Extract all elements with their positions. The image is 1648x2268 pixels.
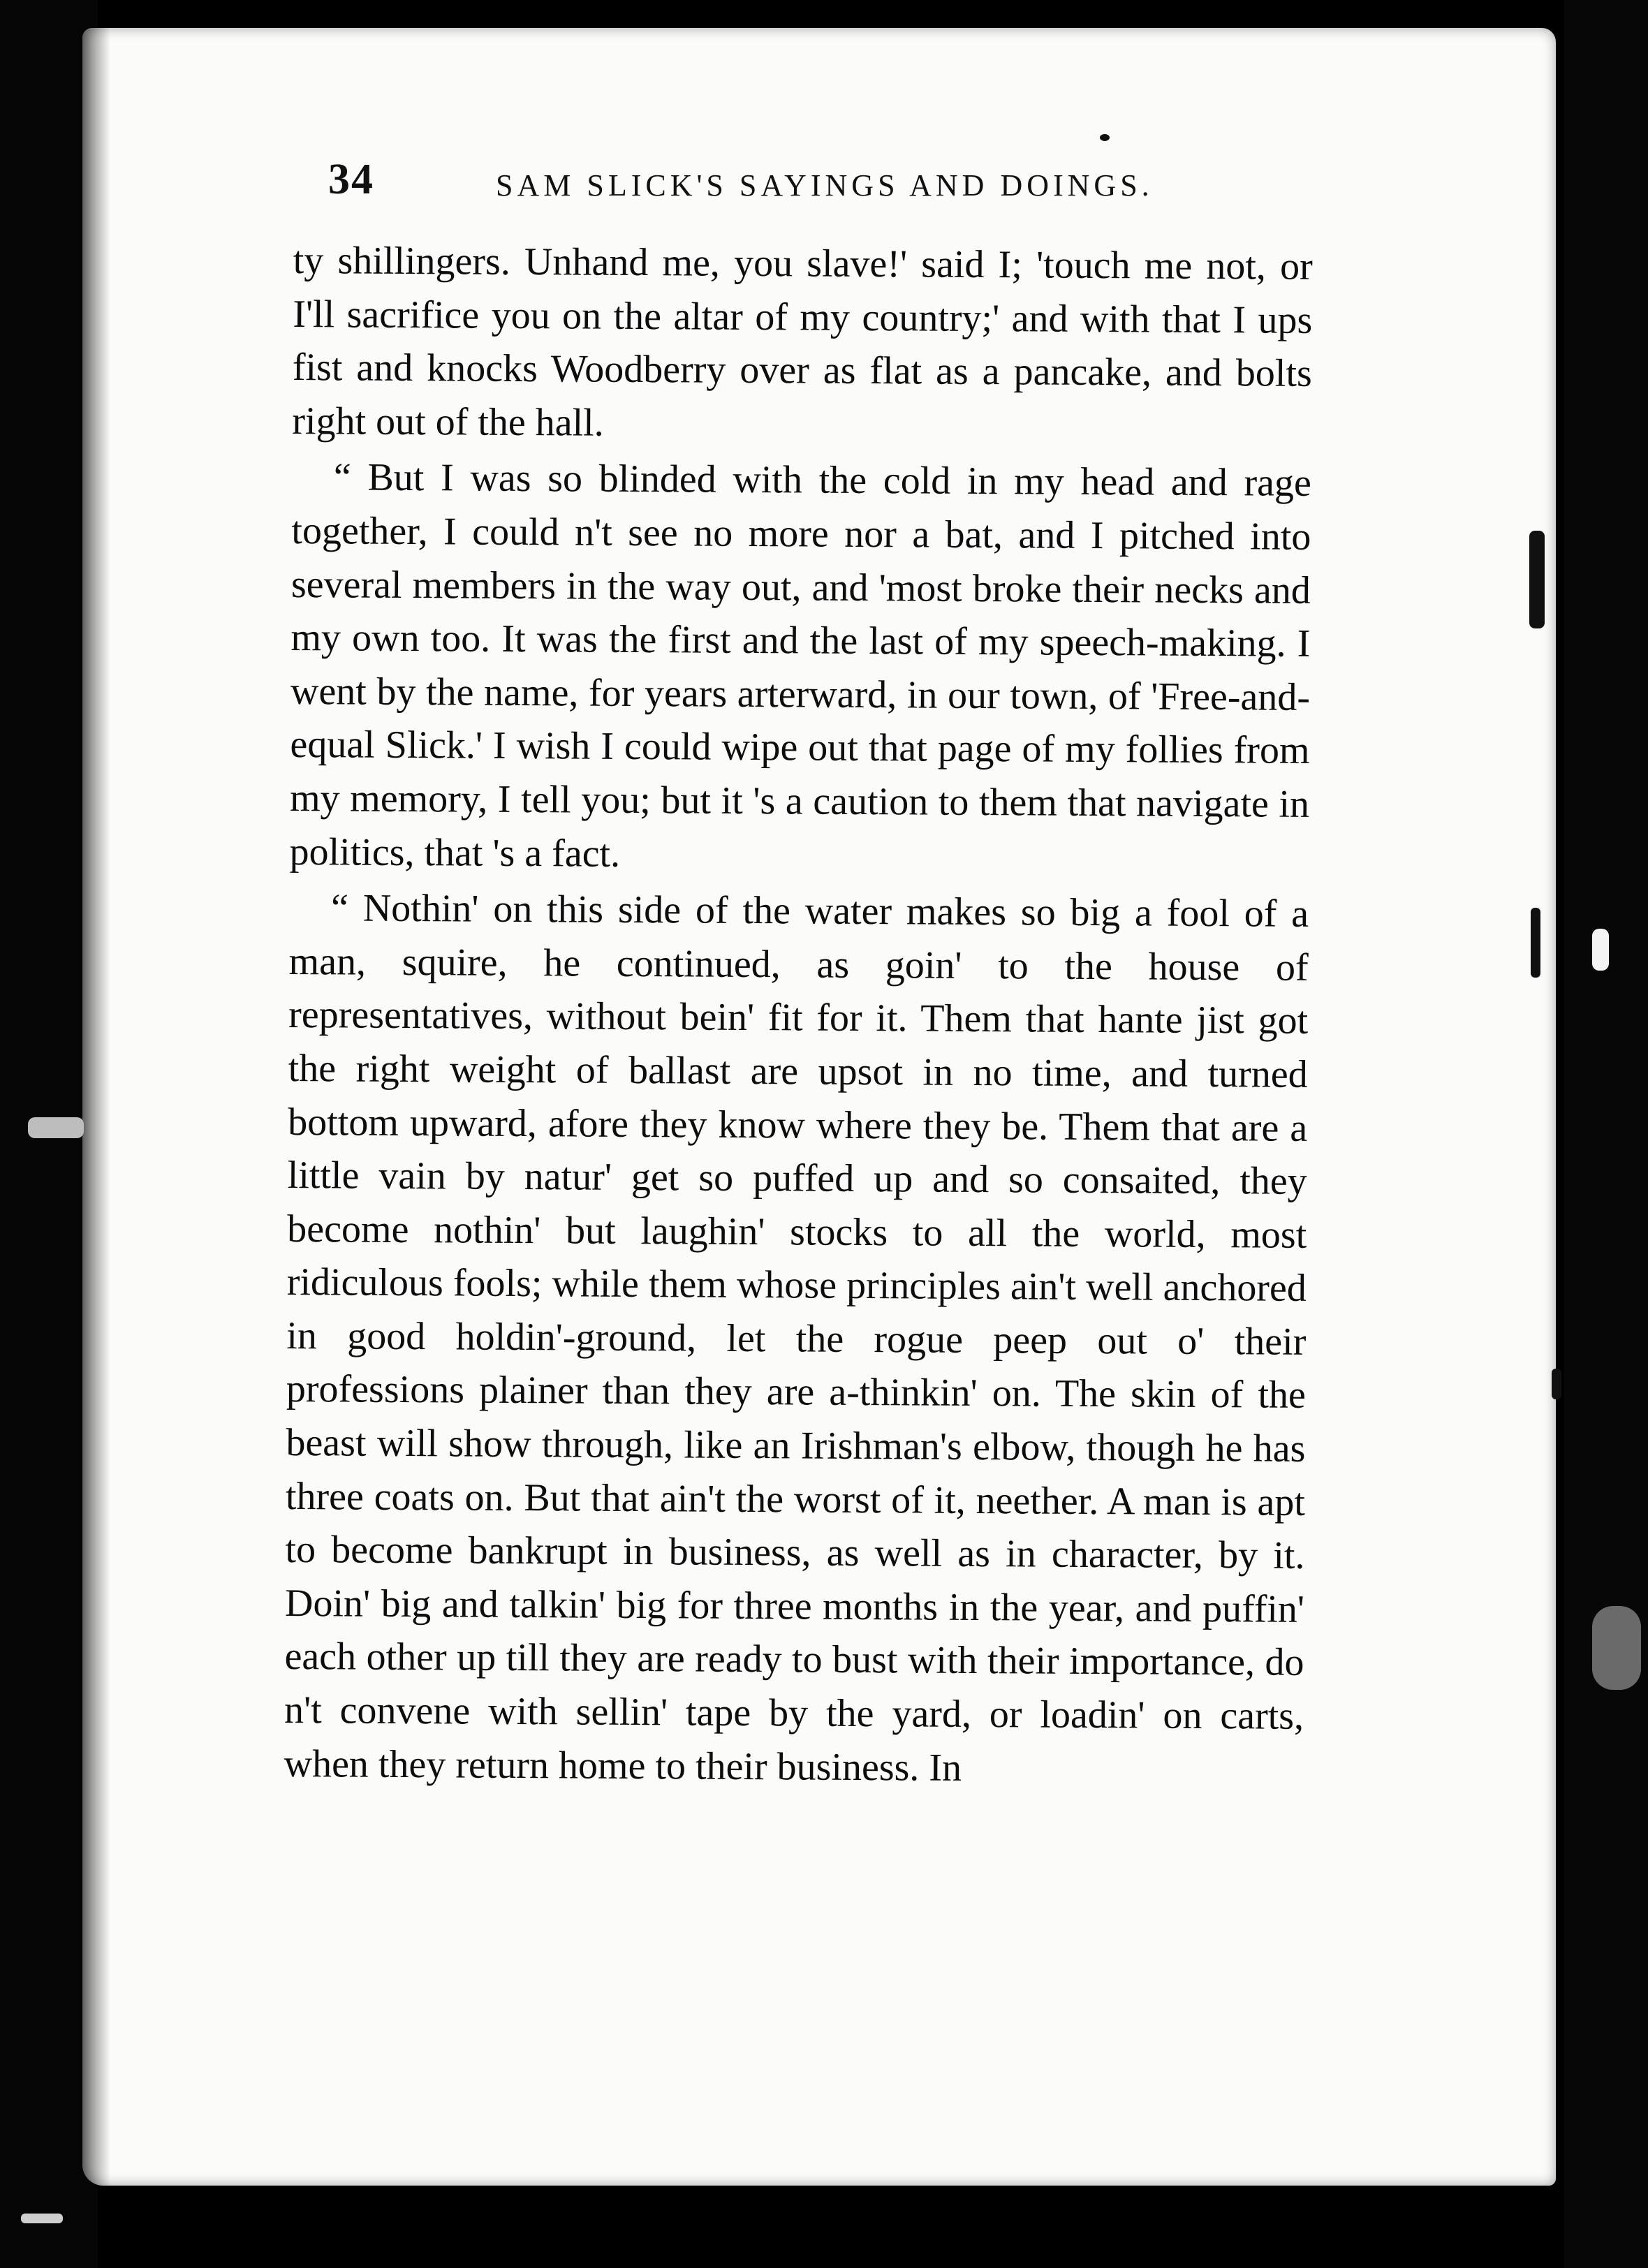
running-head: SAM SLICK'S SAYINGS AND DOINGS. xyxy=(496,168,1154,202)
scan-speck xyxy=(28,1117,84,1138)
body-text xyxy=(284,234,1313,1797)
paragraph-2: “ But I was so blinded with the cold in my head and rage together, I could n't see no more nor a bat, and I pitched into several members in the way out, and 'most broke their necks and my own too. It was the first and the last of my speech-making. I went by the name, for years arterward, in our town, of 'Free-and-equal Slick.' I wish I could wipe out that page of my follies from my memory, I tell you; but it 's a caution to them that navigate in politics, that 's a fact. xyxy=(289,455,1312,876)
paragraph-1: ty shillingers. Unhand me, you slave!' said I; 'touch me not, or I'll sacrifice you on the altar of my country;' and with that I ups fist and knocks Woodberry over as flat as a pancake, and bolts right out of the hall. xyxy=(292,238,1313,445)
scan-speck xyxy=(1529,531,1545,628)
page-number: 34 xyxy=(328,156,374,203)
scan-speck xyxy=(1531,908,1540,978)
paragraph-3: “ Nothin' on this side of the water makes so big a fool of a man, squire, he continued, as goin' to the house of representatives, without bein' fit for it. Them that hante jist got the right weight of ballast are upsot in no time, and turned bottom upward, afore they know where they be. Them that are a little vain by natur' get so puffed up and so consaited, they become nothin' but laughin' stocks to all the world, most ridiculous fools; while them whose principles ain't well anchored in good holdin'-ground, let the rogue peep out o' their professions plainer than they are a-thinkin' on. The skin of the beast will show through, like an Irishman's elbow, though he has three coats on. But that ain't the worst of it, neether. A man is apt to become bankrupt in business, as well as in character, by it. Doin' big and talkin' big for three months in the year, and puffin' each other up till they are ready to bust with their importance, do n't convene with sellin' tape by the yard, or loadin' on carts, when they return home to their business. In xyxy=(284,886,1309,1790)
scan-speck xyxy=(1592,1606,1641,1690)
scan-speck xyxy=(21,2214,63,2223)
scan-border-right xyxy=(1564,0,1648,2268)
page-gutter-shadow xyxy=(82,28,110,2186)
page-header xyxy=(328,155,1154,225)
scan-speck xyxy=(1592,929,1609,971)
scan-speck xyxy=(1552,1369,1561,1399)
scan-speck xyxy=(1100,134,1110,141)
